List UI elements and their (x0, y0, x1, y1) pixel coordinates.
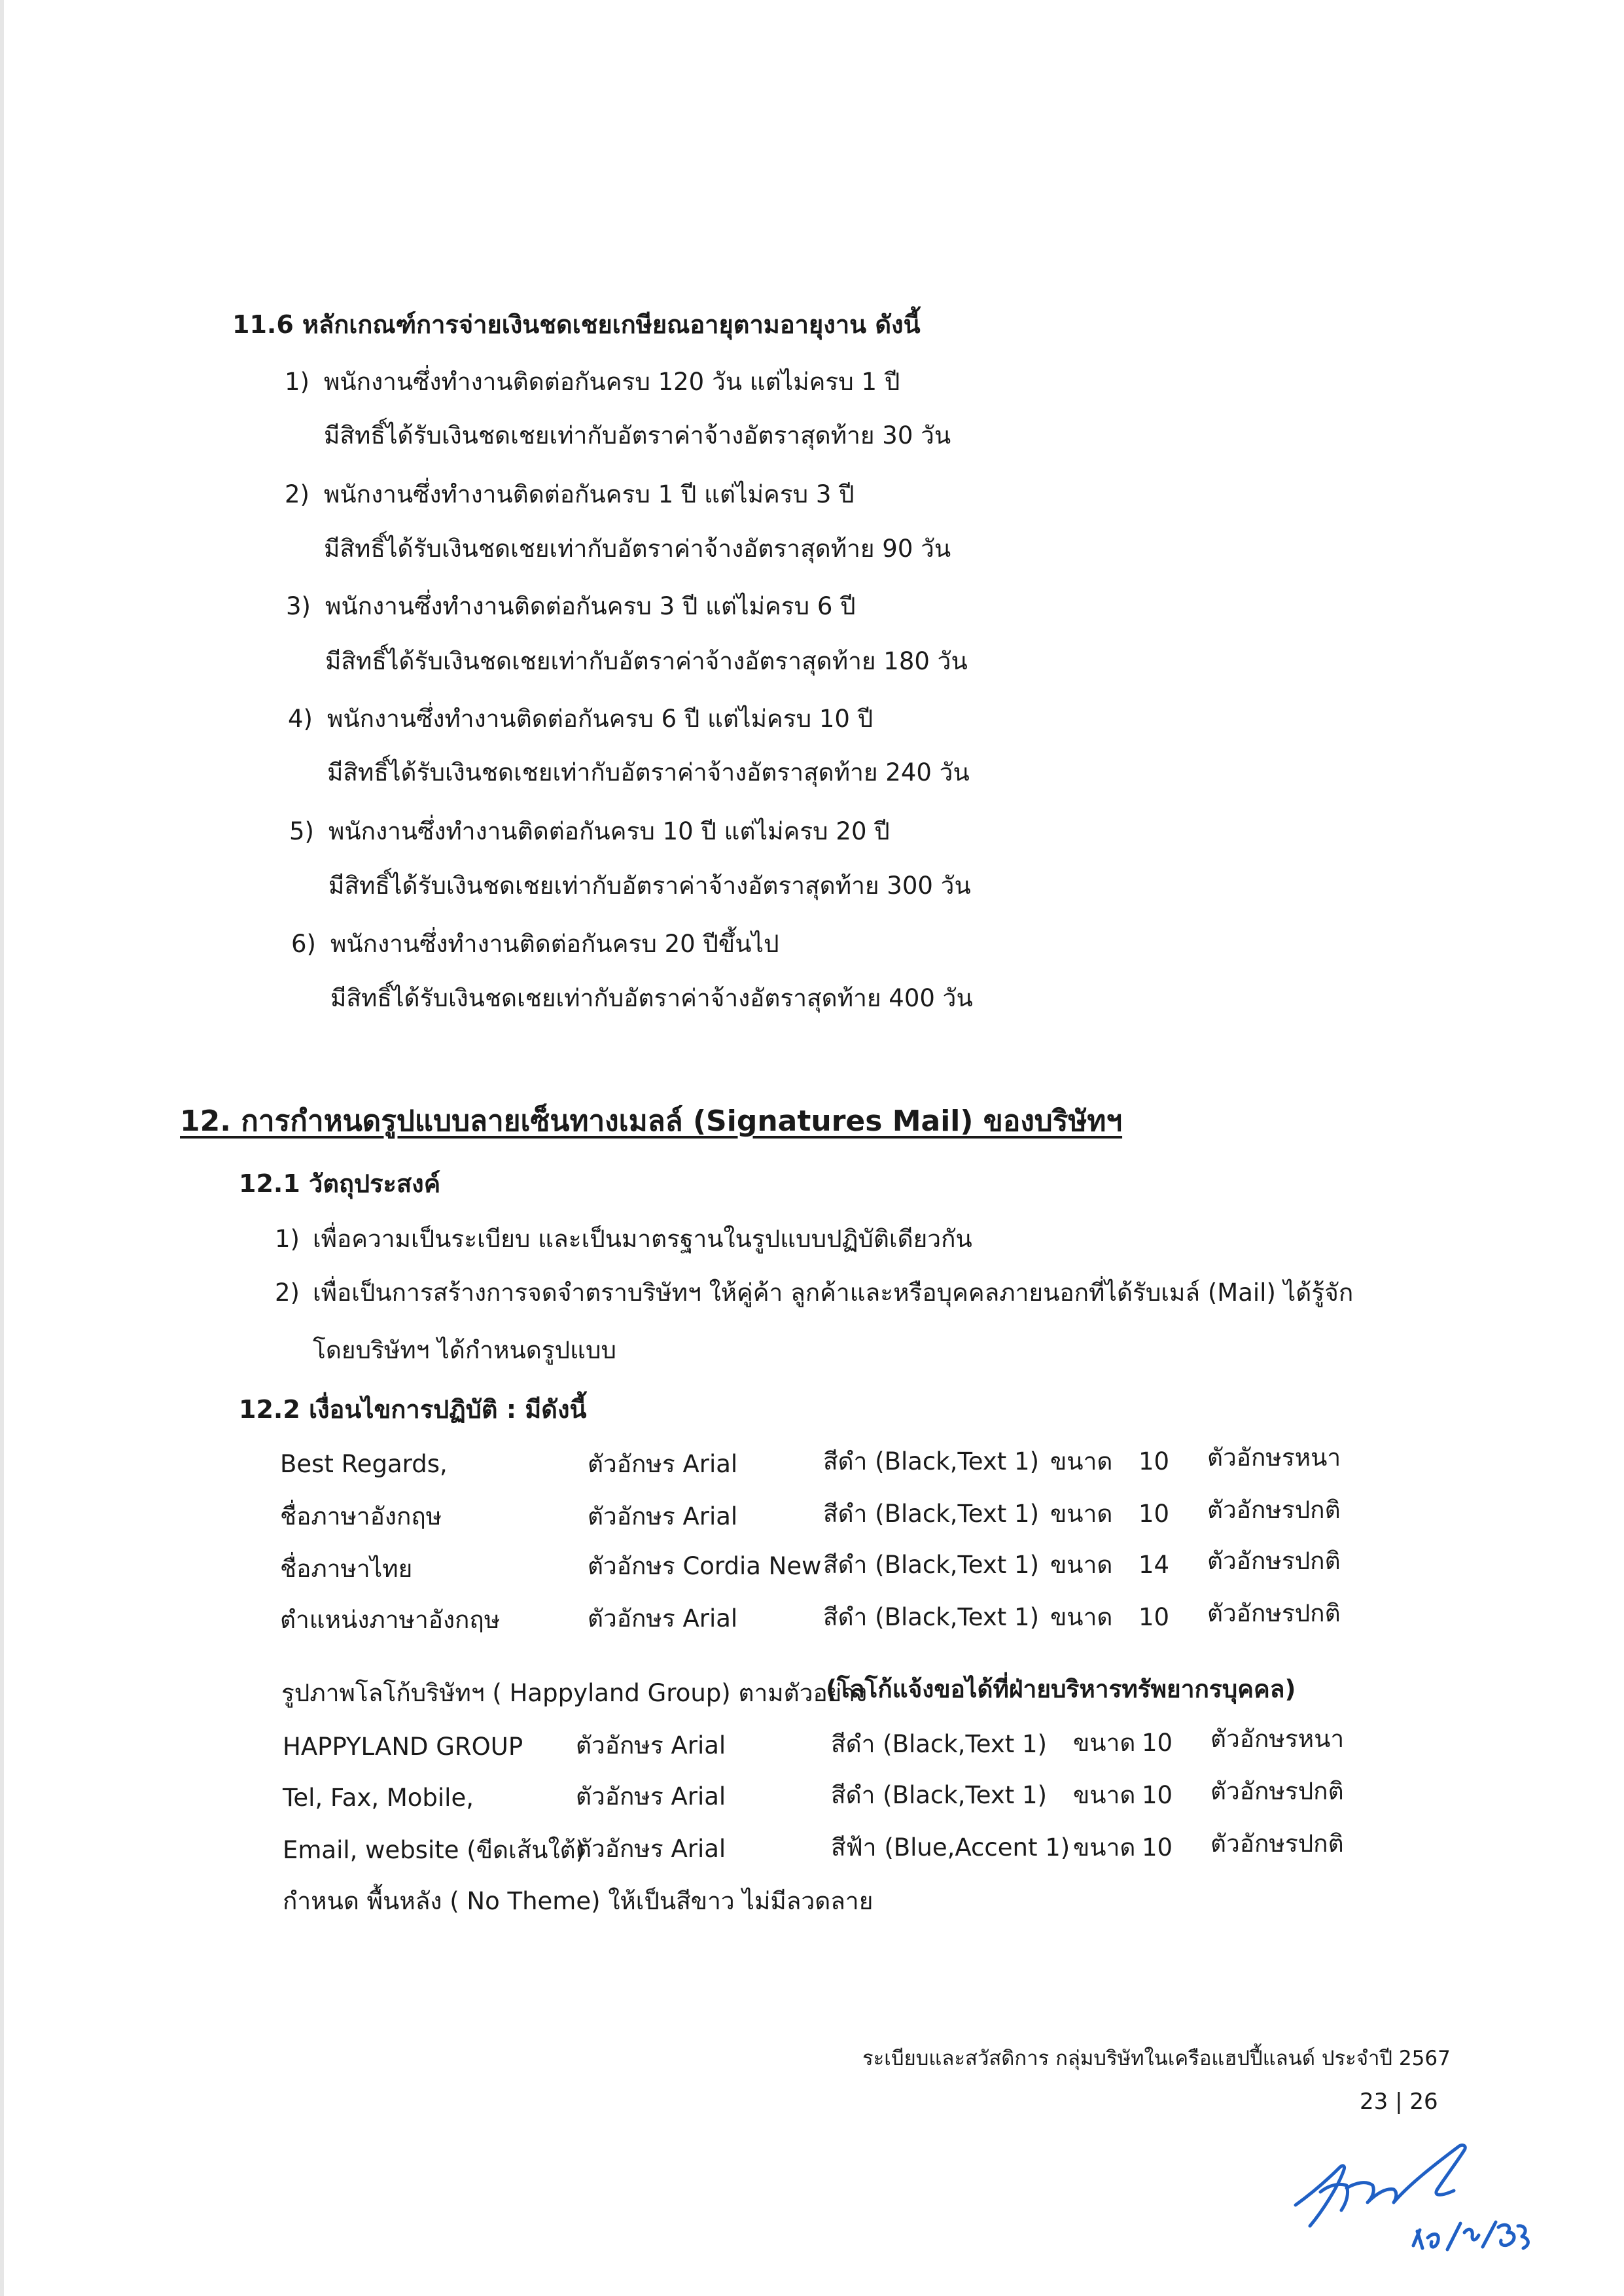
sig2-row-3-style: ตัวอักษรปกติ (1210, 1829, 1344, 1858)
item-5-line1: พนักงานซึ่งทำงานติดต่อกันครบ 10 ปี แต่ไม่ครบ 20 ปี (328, 817, 890, 845)
sig-row-1-size-label: ขนาด (1050, 1447, 1113, 1475)
item-1-number: 1) (285, 368, 309, 396)
section-12-2-heading: 12.2 เงื่อนไขการปฏิบัติ : มีดังนี้ (239, 1395, 587, 1424)
sig2-row-2-color: สีดำ (Black,Text 1) (831, 1781, 1048, 1809)
objective-2-number: 2) (275, 1279, 300, 1307)
section-12-1-heading: 12.1 วัตถุประสงค์ (239, 1169, 441, 1198)
sig-row-3-style: ตัวอักษรปกติ (1207, 1547, 1341, 1575)
footer-text: ระเบียบและสวัสดิการ กลุ่มบริษัทในเครือแฮปปี้แลนด์ ประจำปี 2567 (862, 2047, 1451, 2070)
sig-row-4-size: 10 (1139, 1603, 1170, 1631)
section-12-heading: 12. การกำหนดรูปแบบลายเซ็นทางเมลล์ (Signatures Mail) ของบริษัทฯ (180, 1104, 1123, 1138)
sig-row-3-item: ชื่อภาษาไทย (280, 1555, 413, 1583)
sig2-row-1-font: ตัวอักษร Arial (576, 1731, 726, 1759)
sig-row-3-color: สีดำ (Black,Text 1) (823, 1551, 1040, 1579)
item-4-number: 4) (288, 705, 313, 733)
sig2-row-3-color: สีฟ้า (Blue,Accent 1) (831, 1833, 1070, 1862)
sig-row-4-color: สีดำ (Black,Text 1) (823, 1603, 1040, 1631)
logo-note: (โลโก้แจ้งขอได้ที่ฝ่ายบริหารทรัพยากรบุคคล) (826, 1675, 1296, 1703)
sig-row-1-color: สีดำ (Black,Text 1) (823, 1447, 1040, 1475)
item-4-line1: พนักงานซึ่งทำงานติดต่อกันครบ 6 ปี แต่ไม่ครบ 10 ปี (327, 705, 874, 733)
item-3-line1: พนักงานซึ่งทำงานติดต่อกันครบ 3 ปี แต่ไม่ครบ 6 ปี (325, 592, 856, 620)
objective-1-text: เพื่อความเป็นระเบียบ และเป็นมาตรฐานในรูปแบบปฏิบัติเดียวกัน (313, 1225, 972, 1253)
page-edge (0, 0, 4, 2296)
item-1-line2: มีสิทธิ์ได้รับเงินชดเชยเท่ากับอัตราค่าจ้างอัตราสุดท้าย 30 วัน (324, 421, 951, 450)
sig2-row-2-style: ตัวอักษรปกติ (1210, 1777, 1344, 1805)
item-5-number: 5) (289, 817, 314, 845)
sig-row-2-size: 10 (1139, 1500, 1170, 1528)
logo-line: รูปภาพโลโก้บริษัทฯ ( Happyland Group) ตามตัวอย่าง (281, 1679, 868, 1707)
item-4-line2: มีสิทธิ์ได้รับเงินชดเชยเท่ากับอัตราค่าจ้างอัตราสุดท้าย 240 วัน (327, 758, 970, 786)
item-2-line2: มีสิทธิ์ได้รับเงินชดเชยเท่ากับอัตราค่าจ้างอัตราสุดท้าย 90 วัน (324, 535, 951, 563)
sig2-row-3-font: ตัวอักษร Arial (576, 1835, 726, 1863)
sig-row-4-style: ตัวอักษรปกติ (1207, 1599, 1341, 1627)
sig-row-2-size-label: ขนาด (1050, 1500, 1113, 1528)
objective-1-number: 1) (275, 1225, 300, 1253)
sig-row-3-font: ตัวอักษร Cordia New (588, 1552, 822, 1580)
sig2-row-2-font: ตัวอักษร Arial (576, 1782, 726, 1810)
item-6-number: 6) (291, 930, 316, 958)
item-5-line2: มีสิทธิ์ได้รับเงินชดเชยเท่ากับอัตราค่าจ้างอัตราสุดท้าย 300 วัน (328, 872, 971, 900)
signature-icon (1282, 2120, 1557, 2284)
item-3-line2: มีสิทธิ์ได้รับเงินชดเชยเท่ากับอัตราค่าจ้างอัตราสุดท้าย 180 วัน (325, 647, 968, 675)
item-6-line2: มีสิทธิ์ได้รับเงินชดเชยเท่ากับอัตราค่าจ้างอัตราสุดท้าย 400 วัน (330, 984, 973, 1012)
sig2-row-1-item: HAPPYLAND GROUP (283, 1733, 523, 1761)
sig-row-4-size-label: ขนาด (1050, 1603, 1113, 1631)
sig-row-2-font: ตัวอักษร Arial (588, 1502, 738, 1530)
sig-row-2-style: ตัวอักษรปกติ (1207, 1496, 1341, 1524)
sig-row-4-font: ตัวอักษร Arial (588, 1604, 738, 1633)
sig2-row-1-style: ตัวอักษรหนา (1210, 1725, 1345, 1753)
sig-row-3-size: 14 (1139, 1551, 1170, 1579)
sig-row-2-color: สีดำ (Black,Text 1) (823, 1500, 1040, 1528)
item-1-line1: พนักงานซึ่งทำงานติดต่อกันครบ 120 วัน แต่ไม่ครบ 1 ปี (324, 368, 900, 396)
objective-2-text-cont: โดยบริษัทฯ ได้กำหนดรูปแบบ (313, 1336, 616, 1364)
item-3-number: 3) (286, 592, 311, 620)
item-6-line1: พนักงานซึ่งทำงานติดต่อกันครบ 20 ปีขึ้นไป (330, 930, 779, 958)
sig2-row-1-size-label: ขนาด (1073, 1729, 1136, 1757)
sig2-row-2-item: Tel, Fax, Mobile, (283, 1784, 474, 1812)
sig-row-1-font: ตัวอักษร Arial (588, 1450, 738, 1478)
sig-row-1-size: 10 (1139, 1447, 1170, 1475)
item-2-line1: พนักงานซึ่งทำงานติดต่อกันครบ 1 ปี แต่ไม่ครบ 3 ปี (324, 480, 855, 508)
item-2-number: 2) (285, 480, 309, 508)
sig-row-1-item: Best Regards, (280, 1450, 448, 1478)
sig2-row-2-size: 10 (1142, 1781, 1173, 1809)
sig-row-3-size-label: ขนาด (1050, 1551, 1113, 1579)
background-line: กำหนด พื้นหลัง ( No Theme) ให้เป็นสีขาว ไม่มีลวดลาย (283, 1887, 874, 1915)
sig2-row-1-color: สีดำ (Black,Text 1) (831, 1730, 1048, 1758)
objective-2-text: เพื่อเป็นการสร้างการจดจำตราบริษัทฯ ให้คู่ค้า ลูกค้าและหรือบุคคลภายนอกที่ได้รับเมล์ (Mail) ได้รู้จัก (313, 1279, 1354, 1307)
section-11-6-heading: 11.6 หลักเกณฑ์การจ่ายเงินชดเชยเกษียณอายุตามอายุงาน ดังนี้ (232, 310, 921, 339)
sig2-row-3-item: Email, website (ขีดเส้นใต้) (283, 1836, 586, 1864)
sig2-row-3-size-label: ขนาด (1073, 1833, 1136, 1862)
page-number: 23 | 26 (1360, 2089, 1438, 2115)
sig-row-1-style: ตัวอักษรหนา (1207, 1443, 1341, 1472)
sig2-row-3-size: 10 (1142, 1833, 1173, 1862)
sig-row-4-item: ตำแหน่งภาษาอังกฤษ (280, 1606, 501, 1634)
sig2-row-2-size-label: ขนาด (1073, 1781, 1136, 1809)
sig-row-2-item: ชื่อภาษาอังกฤษ (280, 1502, 442, 1530)
sig2-row-1-size: 10 (1142, 1729, 1173, 1757)
